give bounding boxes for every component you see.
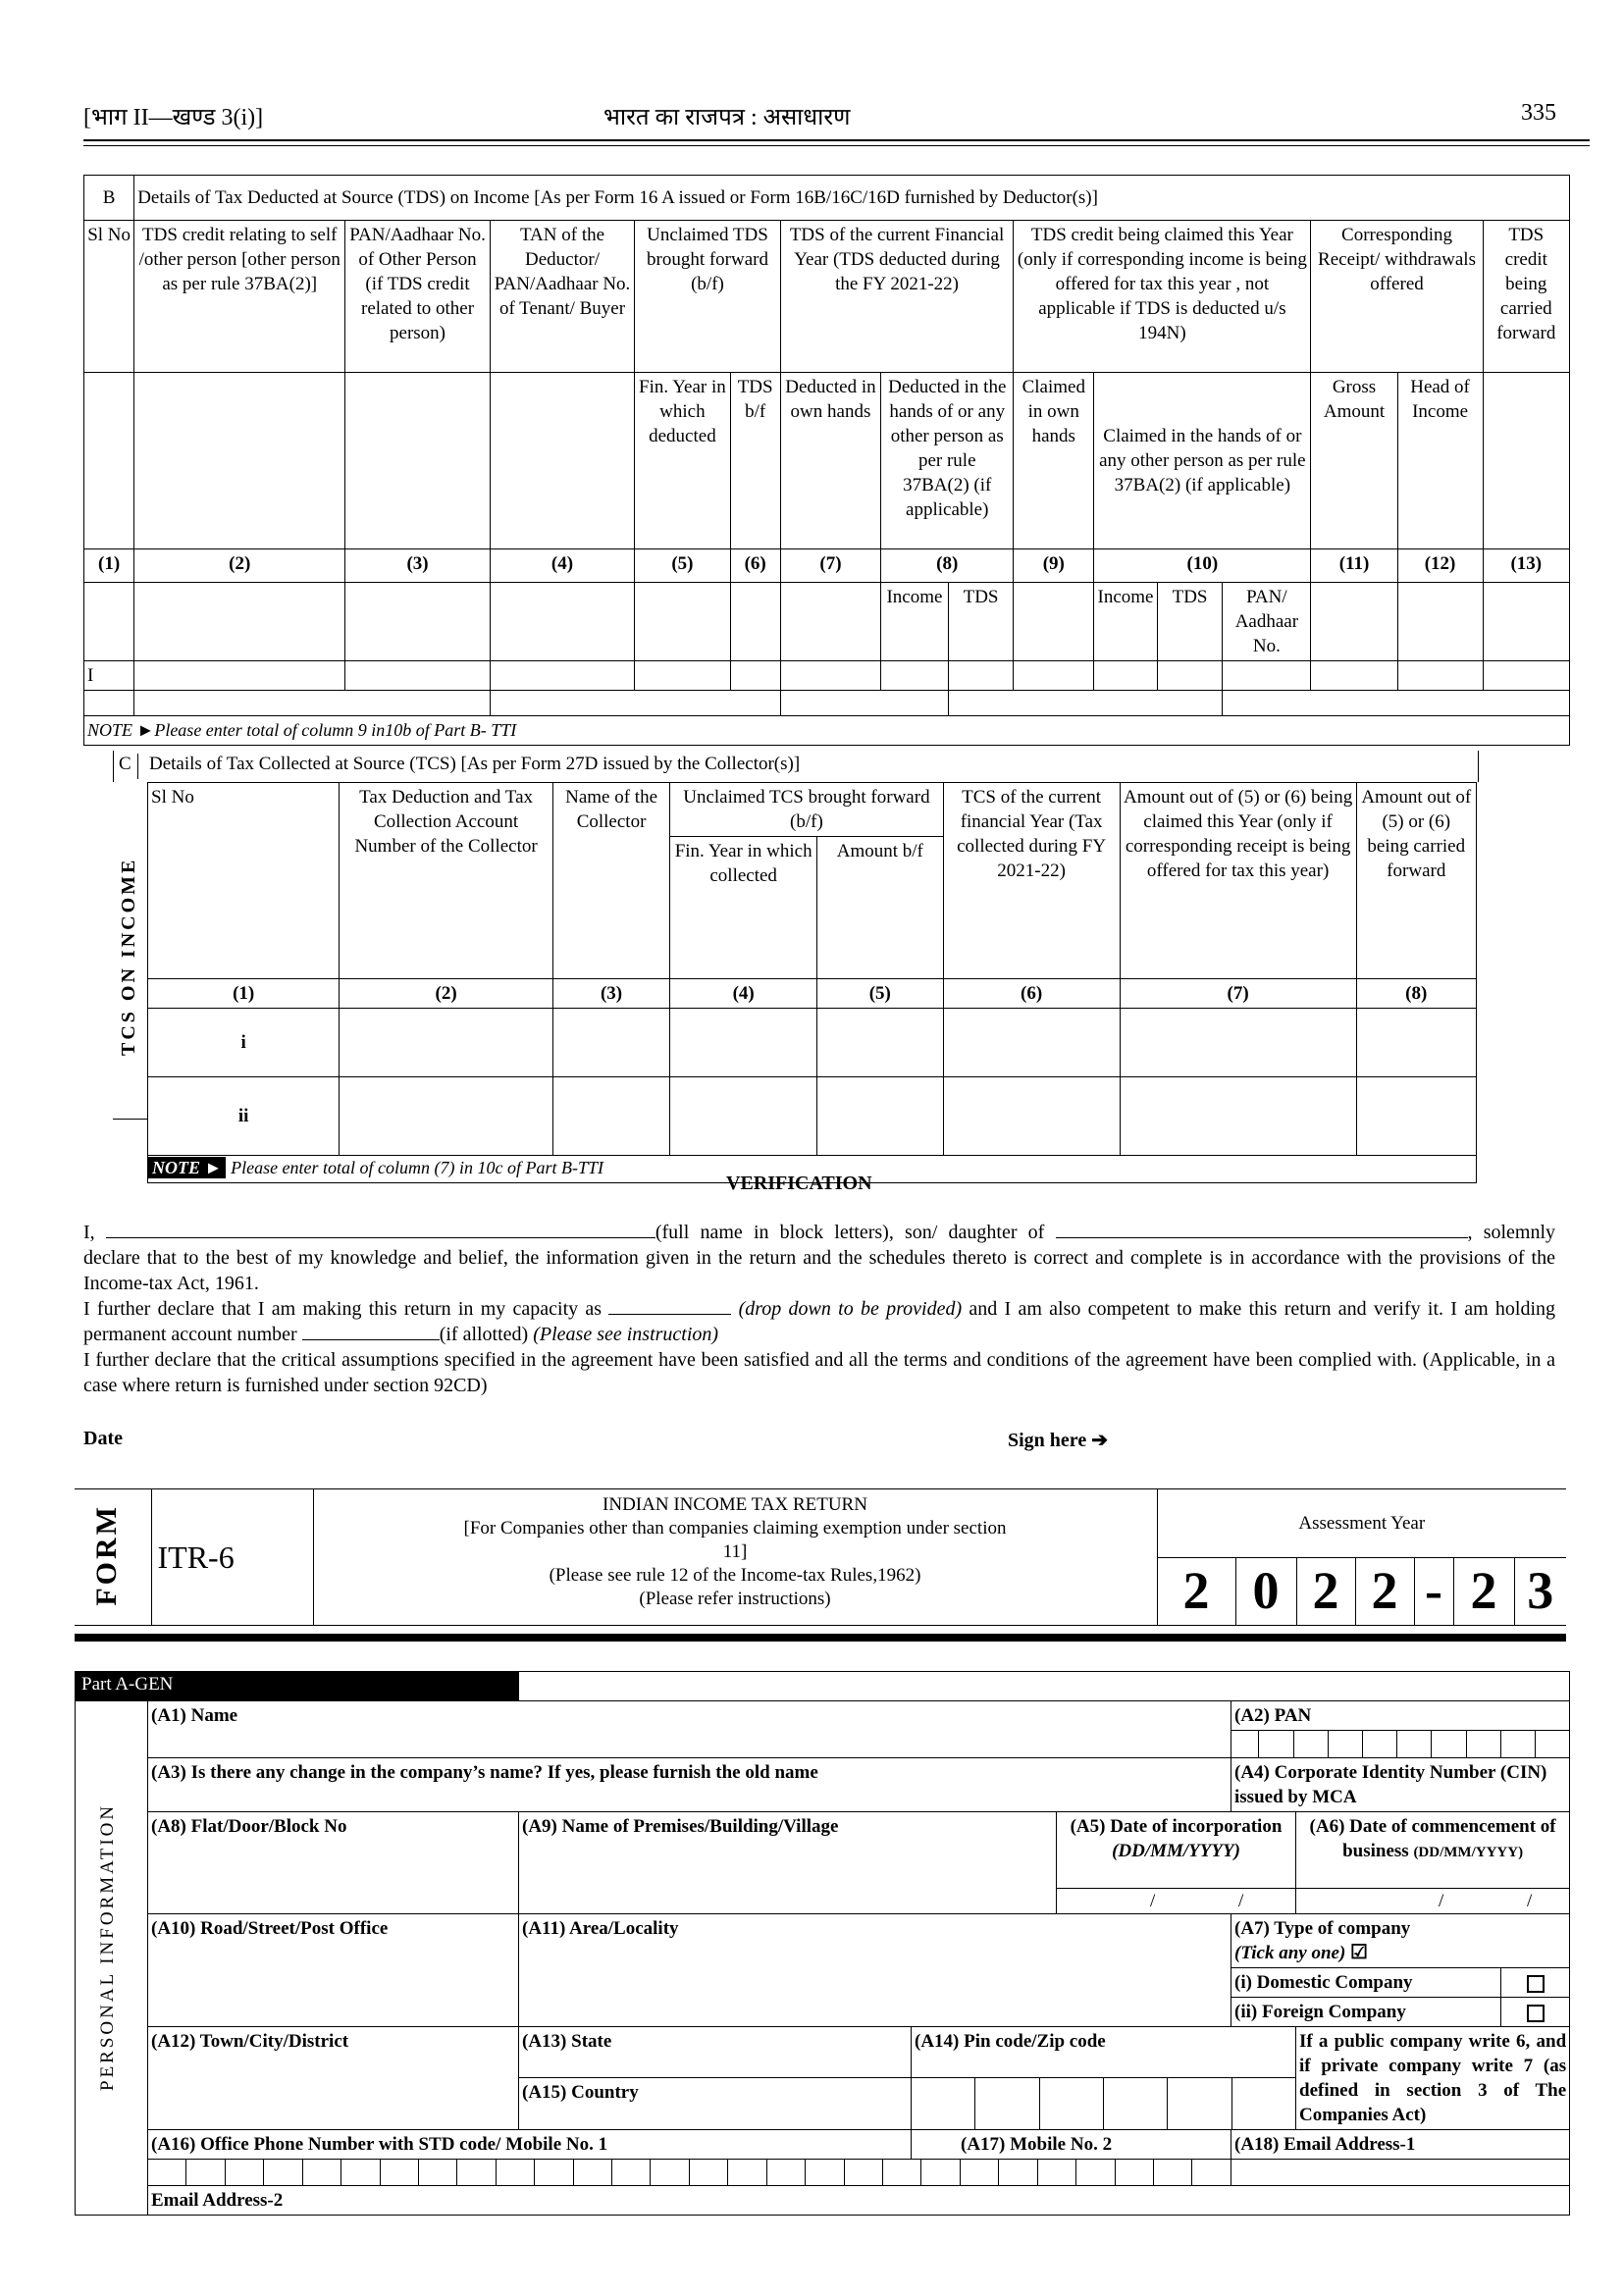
tds-input-cell[interactable] [730,661,780,691]
a1-name-field[interactable] [148,1701,1231,1758]
tcs-note-text: Please enter total of column (7) in 10c of Part B-TTI [231,1158,604,1177]
email2-field[interactable] [148,2186,1570,2216]
tds-input-cell[interactable] [730,583,780,661]
tds-hdr-sl-no: Sl No [84,221,134,373]
tds-hdr-deducted-own: Deducted in own hands [780,373,880,549]
verification-text: (drop down to be provided) [738,1298,963,1320]
tds-hdr-claimed-own: Claimed in own hands [1014,373,1094,549]
form-header-thick-rule [75,1634,1566,1642]
personal-info-side-cell [76,1701,148,2216]
tds-input-cell[interactable] [1311,661,1397,691]
tcs-colnum: (8) [1356,979,1476,1009]
a8-label: (A8) Flat/Door/Block No [151,1816,347,1837]
tds-colnum: (1) [84,549,134,583]
personal-info-side-label: PERSONAL INFORMATION [97,1802,118,2091]
a15-label: (A15) Country [522,2082,639,2103]
part-a-gen-title [342,1672,1570,1701]
tds-input-cell[interactable] [490,661,634,691]
a6-label [1296,1812,1570,1889]
tcs-hdr-collector-name: Name of the Collector [552,783,669,979]
a4-label: (A4) Corporate Identity Number (CIN) issued by MCA [1234,1762,1547,1807]
a7-title: (A7) Type of company [1234,1918,1411,1939]
tds-hdr-fin-year: Fin. Year in which deducted [635,373,730,549]
tds-input-cell[interactable] [1094,661,1158,691]
a5-label [1057,1812,1296,1889]
table-row [84,691,1570,716]
tcs-hdr-tan: Tax Deduction and Tax Collection Account Number of the Collector [340,783,553,979]
a7-foreign-label: (ii) Foreign Company [1231,1998,1501,2027]
tds-colnum: (9) [1014,549,1094,583]
tds-input-cell[interactable] [134,583,345,661]
tds-sub-income: Income [881,583,949,661]
tds-hdr-head-income: Head of Income [1397,373,1483,549]
tds-input-cell[interactable] [881,661,949,691]
tcs-input-cell[interactable] [817,1077,944,1156]
tds-input-cell[interactable] [635,583,730,661]
tds-hdr-tds-bf: TDS b/f [730,373,780,549]
tcs-colnum: (4) [670,979,817,1009]
tds-hdr-deducted-other: Deducted in the hands of or any other person as per rule 37BA(2) (if applicable) [881,373,1014,549]
date-separator: / [1439,1891,1444,1911]
tds-sub-tds: TDS [948,583,1014,661]
tds-colnum: (12) [1397,549,1483,583]
ay-digit: 2 [1296,1557,1355,1626]
ay-digit: - [1414,1557,1453,1626]
tds-colnum: (4) [490,549,634,583]
form-title-line: (Please refer instructions) [639,1589,831,1609]
a11-label: (A11) Area/Locality [522,1918,679,1939]
parent-name-field[interactable] [1056,1220,1468,1238]
a5-label-text: (A5) Date of incorporation [1070,1816,1283,1837]
tds-colnum: (3) [345,549,490,583]
a1-label: (A1) Name [151,1705,238,1726]
a7-foreign-checkbox[interactable] [1501,1998,1570,2027]
tds-input-cell[interactable] [1397,583,1483,661]
tds-colnum: (11) [1311,549,1397,583]
tcs-colnum: (5) [817,979,944,1009]
a3-label: (A3) Is there any change in the company’s name? If yes, please furnish the old name [151,1762,818,1783]
tcs-bottom-rule [113,1119,147,1120]
verification-text: I, [83,1222,95,1243]
tcs-hdr-carried: Amount out of (5) or (6) being carried forward [1356,783,1476,979]
tcs-row-label: ii [148,1077,340,1156]
capacity-dropdown[interactable] [608,1296,731,1315]
part-a-gen-label: Part A-GEN [76,1672,519,1701]
ay-digit: 2 [1157,1557,1235,1626]
tcs-row-label: i [148,1009,340,1077]
tcs-colnum: (1) [148,979,340,1009]
tds-input-cell[interactable] [134,661,345,691]
tds-input-cell[interactable] [1397,661,1483,691]
tds-section-title: Details of Tax Deducted at Source (TDS) on Income [As per Form 16 A issued or Form 16B/16C/16D furnished by Deductor(s)] [134,176,1570,221]
tds-subhdr-blank [345,373,490,549]
tds-subhdr-blank [490,373,634,549]
tds-input-cell[interactable] [780,691,948,716]
tds-colnum: (13) [1483,549,1569,583]
tds-hdr-current-fy: TDS of the current Financial Year (TDS deducted during the FY 2021-22) [780,221,1014,373]
form-title [313,1489,1157,1626]
verification-para-3: I further declare that the critical assumptions specified in the agreement have been satisfied and all the terms and conditions of the agreement have been complied with. (Applicable, in a case where return is furnished under section 92CD) [83,1349,1555,1396]
date-separator: / [1150,1891,1156,1911]
table-row [148,1077,1477,1156]
tds-input-cell[interactable] [490,583,634,661]
tds-input-cell[interactable] [1157,661,1223,691]
tds-colnum: (8) [881,549,1014,583]
table-row [148,1009,1477,1077]
tds-input-cell[interactable] [948,661,1014,691]
a12-town-field[interactable] [148,2027,519,2130]
ay-digit: 0 [1235,1557,1296,1626]
email2-label: Email Address-2 [151,2190,284,2211]
page-number: 335 [1521,100,1556,126]
tds-hdr-pan-other: PAN/Aadhaar No. of Other Person (if TDS credit related to other person) [345,221,490,373]
tcs-section-title: Details of Tax Collected at Source (TCS) [As per Form 27D issued by the Collector(s)] [149,754,801,774]
tds-sub-tds: TDS [1157,583,1223,661]
tds-sub-pan: PAN/ Aadhaar No. [1223,583,1311,661]
tds-colnum: (7) [780,549,880,583]
checkbox-icon [1527,1975,1545,1993]
tcs-colnum: (2) [340,979,553,1009]
form-label-cell [75,1489,151,1626]
tds-input-cell[interactable] [635,661,730,691]
tds-hdr-carried: TDS credit being carried forward [1483,221,1569,373]
tds-sub-income: Income [1094,583,1158,661]
tds-input-cell[interactable] [490,691,780,716]
tds-row-label: I [84,661,134,691]
a14-pin-label: (A14) Pin code/Zip code [912,2027,1296,2078]
tcs-note-label: NOTE ► [148,1157,226,1178]
tcs-input-cell[interactable] [670,1077,817,1156]
assessment-year-label: Assessment Year [1157,1489,1566,1558]
a5-date-field[interactable] [1057,1889,1296,1914]
tds-input-cell[interactable] [134,691,491,716]
tds-input-cell[interactable] [345,661,490,691]
tds-input-cell[interactable] [1311,583,1397,661]
page-header-title: भारत का राजपत्र : असाधारण [603,105,851,130]
a6-format: (DD/MM/YYYY) [1413,1845,1524,1860]
tds-hdr-corresponding: Corresponding Receipt/ withdrawals offered [1311,221,1483,373]
tcs-hdr-sl-no: Sl No [148,783,340,979]
a8-flat-field[interactable] [148,1812,519,1914]
a14-pin-boxes[interactable] [912,2078,1296,2130]
verification-title: VERIFICATION [726,1173,872,1194]
form-title-line: INDIAN INCOME TAX RETURN [602,1494,867,1515]
verification-para-2 [83,1296,1555,1347]
tcs-input-cell[interactable] [943,1009,1120,1077]
tds-hdr-gross-amount: Gross Amount [1311,373,1397,549]
tds-input-cell[interactable] [780,661,880,691]
verification-text: and I am also competent to make this return and verify it. I am holding permanent account number [83,1298,1556,1345]
a7-domestic-checkbox[interactable] [1501,1968,1570,1998]
a11-area-field[interactable] [519,1914,1231,2027]
a9-label: (A9) Name of Premises/Building/Village [522,1816,839,1837]
tds-note: NOTE ►Please enter total of column 9 in10b of Part B- TTI [84,716,1570,746]
tds-hdr-credit-relating: TDS credit relating to self /other person [other person as per rule 37BA(2)] [134,221,345,373]
a9-premises-field[interactable] [519,1812,1057,1914]
tds-colnum: (5) [635,549,730,583]
tcs-input-cell[interactable] [340,1077,553,1156]
header-rule-bottom [83,145,1590,146]
tds-table [83,175,1570,746]
phone-digit-boxes[interactable] [148,2160,1231,2186]
form-title-line: [For Companies other than companies claiming exemption under section 11] [463,1518,1007,1562]
verification-para-1 [83,1220,1555,1296]
table-row [84,661,1570,691]
tcs-input-cell[interactable] [1120,1077,1356,1156]
a7-label [1231,1914,1570,1968]
ay-digit: 2 [1453,1557,1514,1626]
checked-box-icon: ☑ [1350,1942,1368,1963]
a17-label: (A17) Mobile No. 2 [912,2130,1231,2160]
tds-input-cell[interactable] [1014,583,1094,661]
tds-colnum: (2) [134,549,345,583]
tds-colnum: (10) [1094,549,1311,583]
tds-input-cell[interactable] [1014,661,1094,691]
tds-input-cell[interactable] [1223,691,1570,716]
date-label: Date [83,1428,123,1449]
tcs-side-label: TCS ON INCOME [118,857,139,1057]
a18-email-field[interactable] [1231,2160,1570,2186]
a2-pan-boxes[interactable] [1231,1731,1570,1758]
tcs-hdr-claimed: Amount out of (5) or (6) being claimed this Year (only if corresponding receipt is being offered for tax this year) [1120,783,1356,979]
a5-format: (DD/MM/YYYY) [1112,1841,1240,1861]
form-title-line: (Please see rule 12 of the Income-tax Rules,1962) [549,1565,921,1586]
tcs-table [147,782,1477,1183]
tcs-hdr-amount-bf: Amount b/f [817,837,944,979]
a18-label: (A18) Email Address-1 [1231,2130,1570,2160]
page-header-section: [भाग II—खण्ड 3(i)] [83,105,264,130]
tcs-colnum: (7) [1120,979,1356,1009]
tds-hdr-tan: TAN of the Deductor/ PAN/Aadhaar No. of Tenant/ Buyer [490,221,634,373]
a6-date-field[interactable] [1296,1889,1570,1914]
part-a-gen-table [75,1671,1570,2216]
a4-cin-field[interactable] [1231,1758,1570,1812]
a10-road-field[interactable] [148,1914,519,2027]
tds-section-label: B [84,176,134,221]
tcs-input-cell[interactable] [552,1009,669,1077]
ay-digit: 2 [1355,1557,1414,1626]
tds-input-cell[interactable] [1223,661,1311,691]
pan-field[interactable] [302,1322,440,1340]
tcs-hdr-fin-year: Fin. Year in which collected [670,837,817,979]
header-rule-top [83,139,1590,141]
date-separator: / [1238,1891,1244,1911]
tds-subhdr-blank [134,373,345,549]
form-header [75,1488,1566,1626]
verification-text: I further declare that I am making this return in my capacity as [83,1298,602,1320]
tds-input-cell[interactable] [1483,661,1569,691]
verification-text: (if allotted) [439,1324,529,1345]
tds-input-cell[interactable] [1483,583,1569,661]
tds-subhdr-blank [84,373,134,549]
part-a-gen-title-text: GENERAL [342,1676,435,1696]
tds-input-cell[interactable] [84,691,134,716]
public-private-note: If a public company write 6, and if private company write 7 (as defined in section 3 of The Companies Act) [1296,2027,1570,2130]
a16-label: (A16) Office Phone Number with STD code/ Mobile No. 1 [148,2130,912,2160]
a12-label: (A12) Town/City/District [151,2031,349,2052]
sign-here-label: Sign here ➔ [1008,1430,1108,1451]
verification-text: (full name in block letters), son/ daughter of [655,1222,1045,1243]
tcs-input-cell[interactable] [1356,1077,1476,1156]
tds-colnum: (6) [730,549,780,583]
tcs-title-row [113,751,1479,782]
form-label: FORM [90,1504,123,1606]
a7-domestic-label: (i) Domestic Company [1231,1968,1501,1998]
tds-hdr-claimed: TDS credit being claimed this Year (only if corresponding income is being offered for tax this year , not applicable if TDS is deducted u/s 194N) [1014,221,1311,373]
a15-country-field[interactable] [519,2078,912,2130]
tcs-input-cell[interactable] [817,1009,944,1077]
tcs-input-cell[interactable] [943,1077,1120,1156]
a7-hint: (Tick any one) [1234,1943,1346,1963]
tcs-hdr-current-fy: TCS of the current financial Year (Tax collected during FY 2021-22) [943,783,1120,979]
full-name-field[interactable] [106,1220,655,1238]
tcs-colnum: (6) [943,979,1120,1009]
tds-hdr-claimed-other: Claimed in the hands of or any other person as per rule 37BA(2) (if applicable) [1094,373,1311,549]
a3-old-name-field[interactable] [148,1758,1231,1812]
tds-input-cell[interactable] [948,691,1223,716]
tds-input-cell[interactable] [84,583,134,661]
checkbox-icon [1527,2005,1545,2022]
date-separator: / [1527,1891,1533,1911]
tcs-section-label: C [119,754,138,779]
tcs-hdr-unclaimed: Unclaimed TCS brought forward (b/f) [670,783,943,837]
tds-subhdr-blank [1483,373,1569,549]
ay-digit: 3 [1514,1557,1566,1626]
tcs-input-cell[interactable] [1120,1009,1356,1077]
verification-text: (Please see instruction) [533,1324,719,1345]
tcs-input-cell[interactable] [1356,1009,1476,1077]
a10-label: (A10) Road/Street/Post Office [151,1918,389,1939]
tcs-input-cell[interactable] [670,1009,817,1077]
tcs-input-cell[interactable] [340,1009,553,1077]
a13-label: (A13) State [522,2031,612,2052]
form-name: ITR-6 [151,1489,313,1626]
a13-state-field[interactable] [519,2027,912,2078]
tds-input-cell[interactable] [780,583,880,661]
tcs-colnum: (3) [552,979,669,1009]
tds-hdr-unclaimed: Unclaimed TDS brought forward (b/f) [635,221,781,373]
verification-text: , solemnly declare that to the best of my knowledge and belief, the information given in the return and the schedules thereto is correct and complete is in accordance with the provisions of the Income-tax Act, 1961. [83,1222,1556,1294]
a6-label-text: (A6) Date of commencement of business [1309,1816,1556,1861]
a2-label: (A2) PAN [1231,1701,1570,1731]
tds-input-cell[interactable] [345,583,490,661]
tcs-input-cell[interactable] [552,1077,669,1156]
